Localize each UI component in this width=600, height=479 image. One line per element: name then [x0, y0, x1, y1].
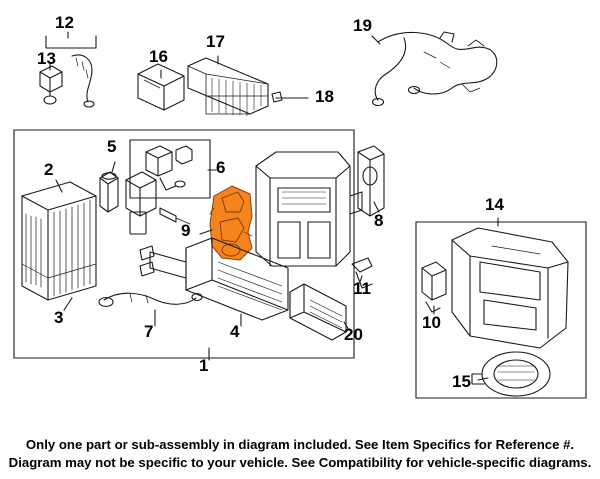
callout-2: 2	[44, 160, 54, 179]
part-5-expansion-valve	[100, 172, 118, 212]
part-19-wiring-harness	[373, 32, 497, 106]
part-10-actuator	[422, 262, 446, 312]
callout-14: 14	[485, 195, 504, 214]
callout-9: 9	[181, 221, 191, 240]
callout-3: 3	[54, 308, 64, 327]
callout-8: 8	[374, 211, 384, 230]
callout-18: 18	[315, 87, 334, 106]
part-12-bracket	[46, 36, 96, 48]
callout-13: 13	[37, 49, 56, 68]
callout-7: 7	[144, 322, 154, 341]
callout-5: 5	[107, 137, 117, 156]
callout-12: 12	[55, 13, 74, 32]
group-box-1	[14, 130, 354, 358]
callout-19: 19	[353, 16, 372, 35]
part-9-highlighted	[210, 186, 252, 260]
disclaimer-text	[0, 436, 600, 472]
part-15-blower-motor	[472, 352, 550, 396]
disclaimer-line-1: Only one part or sub-assembly in diagram included. See Item Specifics for Reference #.	[25, 437, 575, 452]
part-7-hose	[99, 293, 202, 306]
leader-19	[372, 36, 380, 44]
part-2-evaporator	[22, 182, 96, 300]
part-13-sensor	[40, 66, 62, 104]
part-4-heater-core	[140, 238, 288, 320]
part-6-contents	[146, 146, 192, 190]
callout-16: 16	[149, 47, 168, 66]
callout-15: 15	[452, 372, 471, 391]
disclaimer-line-2: Diagram may not be specific to your vehicle. See Compatibility for vehicle-specific diagrams.	[8, 454, 592, 470]
callout-11: 11	[353, 279, 371, 298]
group-box-6	[130, 140, 210, 198]
callout-4: 4	[230, 322, 240, 341]
part-14-blower-case	[452, 228, 568, 348]
part-8-hvac-case	[256, 152, 362, 266]
leader-5	[112, 162, 115, 172]
callout-1: 1	[199, 356, 209, 375]
callout-20: 20	[344, 325, 363, 344]
part-17-cabin-filter	[188, 58, 268, 116]
leader-9	[200, 230, 212, 234]
part-20-core	[290, 284, 346, 340]
group-box-14	[416, 222, 586, 398]
callout-17: 17	[206, 32, 225, 51]
callout-10: 10	[422, 313, 441, 332]
part-12-hose	[72, 55, 94, 107]
leader-3	[64, 298, 72, 310]
callout-6: 6	[216, 158, 226, 177]
